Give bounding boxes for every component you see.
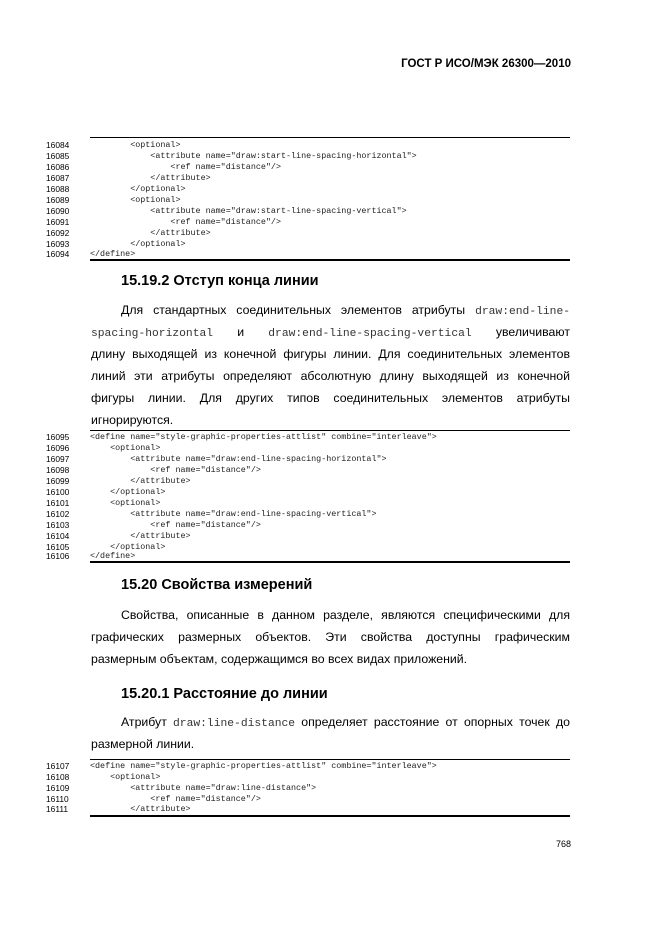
code-block-bottom-rule (90, 561, 570, 563)
section-heading: 15.20 Свойства измерений (121, 577, 313, 593)
text-line: Атрибут draw:line-distance определяет расстояние от опорных точек до (121, 715, 570, 730)
text-line: размерной линии. (91, 737, 195, 751)
text-line: игнорируются. (91, 413, 174, 427)
paragraph (91, 711, 570, 755)
text-line: фигуры линии. Для других типов соединительных элементов атрибуты (91, 391, 570, 405)
code-block-bottom-rule (90, 815, 570, 817)
paragraph (91, 299, 570, 431)
text-line: Свойства, описанные в данном разделе, являются специфическими для (121, 608, 570, 622)
text-line: размерным объектам, содержащимся во всех видах приложений. (91, 652, 468, 666)
text-line: Для стандартных соединительных элементов атрибуты draw:end-line- (121, 303, 571, 318)
text-line: линий эти атрибуты определяют абсолютную длину выходящей из конечной (91, 369, 570, 383)
text-line: длину выходящей из конечной фигуры линии. Для соединительных элементов (91, 347, 570, 361)
page-number: 768 (555, 839, 571, 849)
document-header: ГОСТ Р ИСО/МЭК 26300—2010 (401, 58, 571, 70)
text-line: графических размерных объектов. Эти свойства доступны графическим (91, 630, 570, 644)
code-block-3: 16107 <define name="style-graphic-properties-attlist" combine="interleave"> 16108 <optional> 16109 <attribute name="draw:line-distance"> 16110 <ref name="distance"/> 16111 </attribute> (46, 759, 570, 817)
code-block-2: 16095 <define name="style-graphic-properties-attlist" combine="interleave"> 16096 <optional> 16097 <attribute name="draw:end-line-spacing-horizontal"> 16098 <ref name="distance"/> 16099 </attribute> 16100 </optional> 16101 <optional> 16102 <attribute name="draw:end-line-spacing-vertical"> 16103 <ref name="distance"/> 16104 </attribute> 16105 </optional> 16106 </define> (46, 430, 570, 563)
code-block-top-rule (90, 137, 570, 138)
code-block-bottom-rule (90, 259, 570, 261)
text-line: spacing-horizontal и draw:end-line-spacing-vertical увеличивают (91, 325, 570, 340)
section-heading: 15.20.1 Расстояние до линии (121, 686, 328, 702)
section-heading: 15.19.2 Отступ конца линии (121, 273, 319, 289)
code-block-top-rule (90, 430, 570, 431)
code-block-1: 16084 <optional> 16085 <attribute name="draw:start-line-spacing-horizontal"> 16086 <ref name="distance"/> 16087 </attribute> 16088 </optional> 16089 <optional> 16090 <attribute name="draw:start-line-spacing-vertical"> 16091 <ref name="distance"/> 16092 </attribute> 16093 </optional> 16094 </define> (46, 137, 570, 261)
code-block-top-rule (90, 759, 570, 760)
paragraph (91, 604, 570, 670)
